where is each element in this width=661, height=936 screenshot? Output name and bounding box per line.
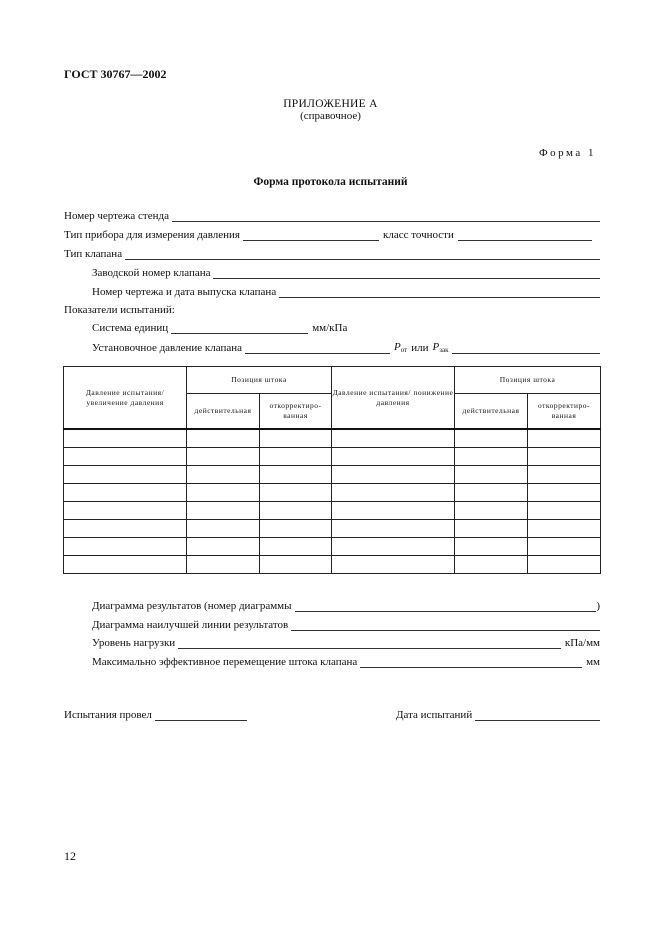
table-cell[interactable] [332,429,455,448]
form-title: Форма протокола испытаний [253,176,408,188]
results-table [63,366,601,574]
table-cell[interactable] [455,466,528,484]
test-date-field[interactable] [475,710,600,721]
table-cell[interactable] [187,448,260,466]
best-line-row [92,619,600,631]
drawing-date-row [92,286,600,298]
table-row [64,538,601,556]
table-cell[interactable] [260,502,332,520]
pressure-device-label: Тип прибора для измерения давления [64,229,240,241]
drawing-date-field[interactable] [279,287,600,298]
table-cell[interactable] [332,556,455,574]
appendix-subtitle: (справочное) [300,110,361,122]
table-row [64,448,601,466]
table-row [64,484,601,502]
conducted-by-label: Испытания провел [64,709,152,721]
col-corrected-2: откорректиро-ванная [528,394,601,430]
p-zak-letter: P [432,341,440,353]
table-cell[interactable] [528,538,601,556]
table-cell[interactable] [187,538,260,556]
table-row [64,429,601,448]
table-cell[interactable] [528,502,601,520]
table-cell[interactable] [528,556,601,574]
test-date-label: Дата испытаний [396,709,473,721]
table-cell[interactable] [455,520,528,538]
col-position-1: Позиция штока [187,367,332,394]
col-actual-1: действительная [187,394,260,430]
table-cell[interactable] [455,484,528,502]
load-unit: кПа/мм [564,637,600,649]
appendix-title: ПРИЛОЖЕНИЕ А [283,98,378,110]
test-date-row [396,709,600,721]
set-pressure-field[interactable] [245,343,390,354]
table-cell[interactable] [260,484,332,502]
table-row [64,556,601,574]
table-cell[interactable] [455,556,528,574]
best-line-label: Диаграмма наилучшей линии результатов [92,619,289,631]
table-cell[interactable] [187,429,260,448]
unit-system-field[interactable] [171,323,308,334]
conducted-by-field[interactable] [155,710,247,721]
table-cell[interactable] [332,448,455,466]
table-row [64,502,601,520]
drawing-number-field[interactable] [172,211,600,222]
table-header-row-1 [64,367,601,394]
table-cell[interactable] [187,502,260,520]
table-cell[interactable] [455,502,528,520]
table-cell[interactable] [528,466,601,484]
p-ot-symbol [390,341,411,354]
unit-system-label: Система единиц [92,322,169,334]
table-cell[interactable] [64,502,187,520]
max-displacement-row [92,656,600,668]
factory-number-label: Заводской номер клапана [92,267,211,279]
table-body [64,429,601,574]
p-value-field[interactable] [452,343,600,354]
table-cell[interactable] [332,484,455,502]
indicators-row [64,304,175,316]
table-cell[interactable] [528,429,601,448]
accuracy-class-label: класс точности [382,229,454,241]
unit-system-row [92,322,351,334]
best-line-field[interactable] [291,620,600,631]
table-row [64,466,601,484]
indicators-label: Показатели испытаний: [64,304,175,316]
table-cell[interactable] [64,556,187,574]
table-cell[interactable] [260,520,332,538]
table-cell[interactable] [64,466,187,484]
table-cell[interactable] [187,466,260,484]
page-number: 12 [64,849,76,863]
drawing-date-label: Номер чертежа и дата выпуска клапана [92,286,277,298]
table-cell[interactable] [64,520,187,538]
accuracy-class-field[interactable] [458,230,592,241]
table-cell[interactable] [455,448,528,466]
table-cell[interactable] [64,484,187,502]
table-cell[interactable] [332,538,455,556]
factory-number-field[interactable] [213,268,600,279]
load-level-label: Уровень нагрузки [92,637,176,649]
p-ot-letter: P [394,341,401,353]
col-corrected-1: откорректиро-ванная [260,394,332,430]
valve-type-row [64,248,600,260]
diagram-field[interactable] [295,601,597,612]
unit-value: мм/кПа [312,322,348,334]
table-cell[interactable] [64,429,187,448]
table-cell[interactable] [332,466,455,484]
table-row [64,520,601,538]
table-cell[interactable] [260,448,332,466]
valve-type-label: Тип клапана [64,248,123,260]
set-pressure-row [92,341,600,354]
max-unit: мм [586,656,600,668]
table-cell[interactable] [332,502,455,520]
table-cell[interactable] [187,520,260,538]
diagram-label: Диаграмма результатов (номер диаграммы [92,600,292,612]
table-cell[interactable] [528,448,601,466]
load-level-field[interactable] [178,638,561,649]
table-cell[interactable] [64,448,187,466]
p-ot-subscript: от [400,346,408,354]
pressure-device-row [64,229,592,241]
table-cell[interactable] [260,466,332,484]
table-cell[interactable] [528,484,601,502]
table-cell[interactable] [455,429,528,448]
table-cell[interactable] [260,556,332,574]
set-pressure-label: Установочное давление клапана [92,342,242,354]
drawing-number-row [64,210,600,222]
table-cell[interactable] [187,484,260,502]
p-zak-subscript: зак [439,346,449,354]
table-cell[interactable] [187,556,260,574]
col-actual-2: действительная [455,394,528,430]
pressure-device-field[interactable] [243,230,379,241]
diagram-row [92,600,600,612]
table-cell[interactable] [332,520,455,538]
drawing-number-label: Номер чертежа стенда [64,210,169,222]
table-cell[interactable] [455,538,528,556]
diagram-close: ) [596,600,600,612]
table-cell[interactable] [64,538,187,556]
load-level-row [92,637,600,649]
conducted-by-row [64,709,247,721]
table-cell[interactable] [528,520,601,538]
p-zak-symbol [428,341,452,354]
or-word: или [411,342,429,354]
table-cell[interactable] [260,538,332,556]
valve-type-field[interactable] [125,249,600,260]
col-position-2: Позиция штока [455,367,601,394]
max-displacement-label: Максимально эффективное перемещение штока клапана [92,656,358,668]
max-displacement-field[interactable] [360,657,582,668]
col-pressure-up: Давление испытания/ увеличение давления [64,367,187,430]
factory-number-row [92,267,600,279]
col-pressure-down: Давление испытания/ понижение давления [332,367,455,430]
standard-number: ГОСТ 30767—2002 [64,67,167,81]
table-cell[interactable] [260,429,332,448]
form-number: Форма 1 [538,147,596,159]
